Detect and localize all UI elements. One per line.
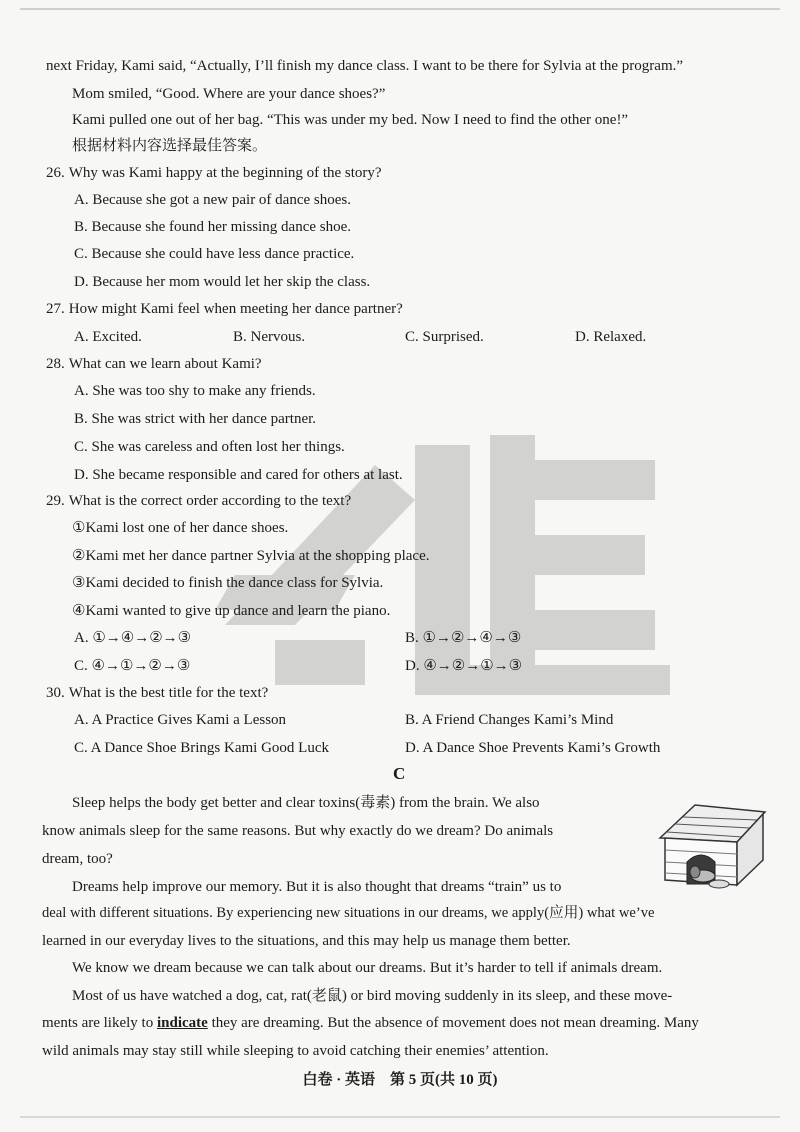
- question-number: 26.: [46, 165, 65, 181]
- question-27: [46, 299, 403, 319]
- story-line-2: Mom smiled, “Good. Where are your dance shoes?”: [72, 86, 386, 102]
- option-29c[interactable]: C. ④→①→②→③: [74, 658, 191, 674]
- passage-c-p1-line1: Sleep helps the body get better and clear toxins(毒素) from the brain. We also: [72, 795, 540, 811]
- passage-c-p3-line1: We know we dream because we can talk about our dreams. But it’s harder to tell if animals dream.: [72, 960, 663, 976]
- option-30c[interactable]: C. A Dance Shoe Brings Kami Good Luck: [74, 740, 329, 756]
- passage-c-p2-line2: deal with different situations. By experiencing new situations in our dreams, we apply(应用) what we’ve: [42, 905, 655, 921]
- question-number: 30.: [46, 685, 65, 701]
- question-28: [46, 354, 262, 374]
- instruction: 根据材料内容选择最佳答案。: [72, 138, 268, 154]
- underlined-word-indicate: indicate: [156, 1015, 208, 1031]
- doghouse-illustration: [655, 800, 770, 890]
- text-span: they are dreaming. But the absence of movement does not mean dreaming. Many: [207, 1015, 699, 1031]
- passage-c-p4-line3: wild animals may stay still while sleeping to avoid catching their enemies’ attention.: [42, 1043, 549, 1059]
- event-2: ②Kami met her dance partner Sylvia at the shopping place.: [72, 548, 430, 564]
- option-29b[interactable]: B. ①→②→④→③: [405, 630, 522, 646]
- option-27c[interactable]: C. Surprised.: [405, 329, 484, 345]
- option-30b[interactable]: B. A Friend Changes Kami’s Mind: [405, 712, 614, 728]
- story-line-3: Kami pulled one out of her bag. “This was under my bed. Now I need to find the other one!”: [72, 112, 629, 128]
- option-27a[interactable]: A. Excited.: [74, 329, 142, 345]
- question-text: What is the correct order according to the text?: [68, 493, 352, 509]
- question-26: [46, 163, 382, 183]
- question-29: [46, 491, 351, 511]
- event-4: ④Kami wanted to give up dance and learn the piano.: [72, 603, 391, 619]
- option-30a[interactable]: A. A Practice Gives Kami a Lesson: [74, 712, 287, 728]
- option-26b[interactable]: B. Because she found her missing dance shoe.: [74, 219, 352, 235]
- passage-c-p1-line2: know animals sleep for the same reasons. But why exactly do we dream? Do animals: [42, 823, 554, 839]
- option-27b[interactable]: B. Nervous.: [233, 329, 306, 345]
- option-30d[interactable]: D. A Dance Shoe Prevents Kami’s Growth: [405, 740, 661, 756]
- option-26d[interactable]: D. Because her mom would let her skip the class.: [74, 274, 371, 290]
- passage-c-p4-line1: Most of us have watched a dog, cat, rat(老鼠) or bird moving suddenly in its sleep, and these move-: [72, 988, 673, 1004]
- page-footer: 白卷 · 英语 第 5 页(共 10 页): [302, 1072, 498, 1088]
- option-26c[interactable]: C. Because she could have less dance practice.: [74, 246, 355, 262]
- option-29a[interactable]: A. ①→④→②→③: [74, 630, 192, 646]
- event-3: ③Kami decided to finish the dance class for Sylvia.: [72, 575, 384, 591]
- section-heading-c: C: [393, 764, 406, 783]
- option-29d[interactable]: D. ④→②→①→③: [405, 658, 523, 674]
- story-line-1: next Friday, Kami said, “Actually, I’ll finish my dance class. I want to be there for Sylvia at the program.”: [46, 58, 684, 74]
- option-28d[interactable]: D. She became responsible and cared for others at last.: [74, 467, 403, 483]
- option-26a[interactable]: A. Because she got a new pair of dance shoes.: [74, 192, 351, 208]
- passage-c-p2-line3: learned in our everyday lives to the situations, and this may help us manage them better.: [42, 933, 571, 949]
- question-text: How might Kami feel when meeting her dance partner?: [68, 301, 403, 317]
- bottom-rule: [20, 1116, 780, 1118]
- option-28b[interactable]: B. She was strict with her dance partner.: [74, 411, 317, 427]
- top-rule: [20, 8, 780, 10]
- passage-c-p1-line3: dream, too?: [42, 851, 113, 867]
- option-28c[interactable]: C. She was careless and often lost her things.: [74, 439, 345, 455]
- question-text: What can we learn about Kami?: [68, 356, 262, 372]
- option-27d[interactable]: D. Relaxed.: [575, 329, 647, 345]
- text-span: ments are likely to: [42, 1015, 157, 1031]
- passage-c-p4-line2: [42, 1013, 699, 1033]
- question-number: 29.: [46, 493, 65, 509]
- question-text: Why was Kami happy at the beginning of the story?: [68, 165, 382, 181]
- question-number: 28.: [46, 356, 65, 372]
- passage-c-p2-line1: Dreams help improve our memory. But it is also thought that dreams “train” us to: [72, 879, 562, 895]
- question-number: 27.: [46, 301, 65, 317]
- option-28a[interactable]: A. She was too shy to make any friends.: [74, 383, 316, 399]
- event-1: ①Kami lost one of her dance shoes.: [72, 520, 289, 536]
- question-text: What is the best title for the text?: [68, 685, 269, 701]
- question-30: [46, 683, 268, 703]
